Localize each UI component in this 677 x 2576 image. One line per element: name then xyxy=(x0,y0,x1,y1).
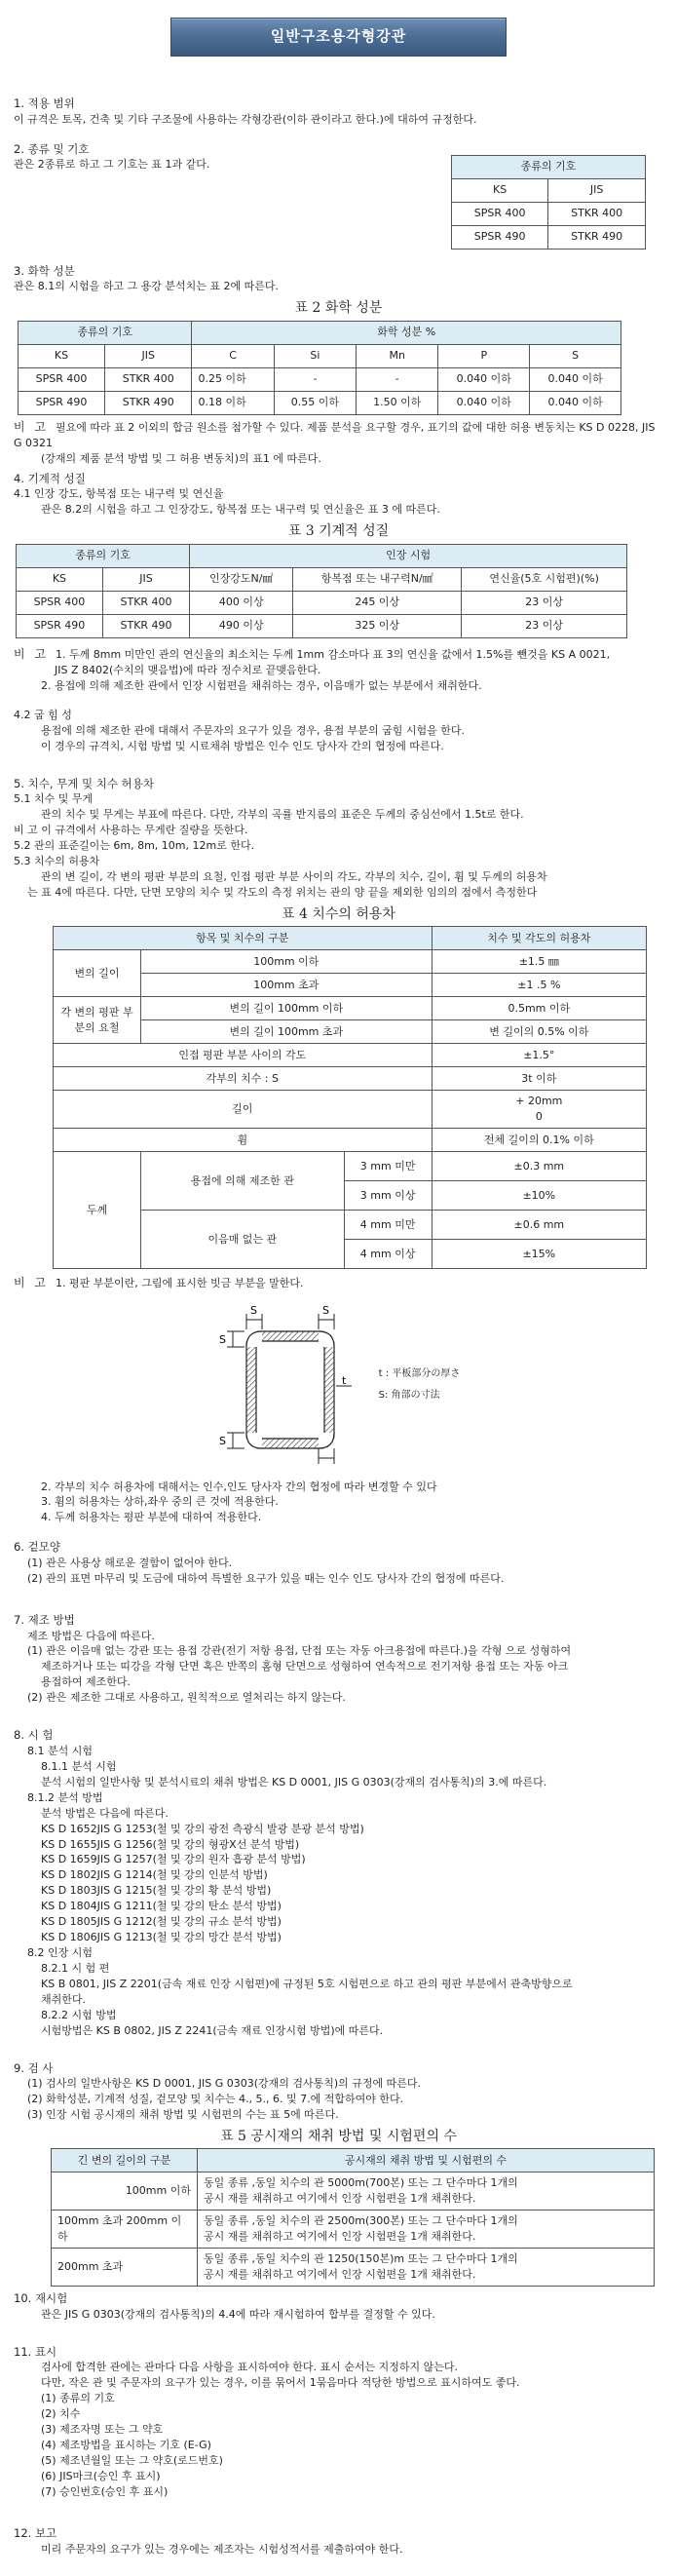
list-item: (1) 관은 이음매 없는 강관 또는 용접 강관(전기 저항 용접, 단접 또는 자동 아크용접에 따른다.)을 각형 으로 성형하여 xyxy=(27,1644,572,1658)
list-item: (2) 치수 xyxy=(41,2407,81,2421)
section-appearance xyxy=(14,1539,663,1587)
table-cell: 100mm 이하 xyxy=(52,2172,198,2211)
table-caption: 표 4 치수의 허용차 xyxy=(282,905,395,922)
section-text: 다만, 작은 관 및 주문자의 요구가 있는 경우, 이를 묶어서 1묶음마다 적당한 방법으로 표시하여도 좋다. xyxy=(41,2376,520,2390)
section-text: 분석 방법은 다음에 따른다. xyxy=(41,1806,169,1820)
section-text: 용접에 의해 제조한 관에 대해서 주문자의 요구가 있을 경우, 용접 부분의 굽힘 시험을 한다. xyxy=(41,723,465,737)
table-cell: 두께 xyxy=(54,1152,141,1269)
table-cell: 각 변의 평판 부분의 요철 xyxy=(54,997,141,1044)
section-text: 관은 8.2의 시험을 하고 그 인장강도, 항복점 또는 내구력 및 연신율은 표 3 에 따른다. xyxy=(41,503,440,517)
table-row xyxy=(54,974,647,997)
list-item: (7) 승인번호(승인 후 표시) xyxy=(41,2484,169,2498)
table-cell: 4 mm 이상 xyxy=(344,1240,432,1269)
table-cell: 변의 길이 xyxy=(54,950,141,997)
table-cell xyxy=(198,2249,655,2287)
table-header: 종류의 기호 xyxy=(452,155,646,178)
note-text: 비 고 이 규격에서 사용하는 무게란 질량을 뜻한다. xyxy=(14,824,248,837)
subsection-heading: 8.2 인장 시험 xyxy=(27,1946,93,1960)
table-note xyxy=(14,1275,663,1291)
table-col-header: C xyxy=(192,344,274,367)
note-text: 4. 두께 허용차는 평판 부분에 대하여 적용한다. xyxy=(41,1511,262,1524)
section-mechanical xyxy=(14,471,663,754)
section-heading: 8. 시 험 xyxy=(14,1728,54,1743)
cell-line: 공시 재를 채취하고 여기에서 인장 시험편을 1개 채취한다. xyxy=(204,2268,476,2282)
label-t: t xyxy=(341,1373,346,1387)
section-tests xyxy=(14,1727,663,2038)
table-cell: STKR 490 xyxy=(548,225,646,249)
note-text: 2. 각부의 치수 허용차에 대해서는 인수,인도 당사자 간의 협정에 따라 변경할 수 있다 xyxy=(41,1480,437,1493)
table-caption: 표 3 기계적 성질 xyxy=(287,523,390,540)
table-cell: 전체 길이의 0.1% 이하 xyxy=(432,1129,646,1152)
table-row xyxy=(54,950,647,974)
list-item: KS D 1805JIS G 1212(철 및 강의 규소 분석 방법) xyxy=(41,1915,282,1929)
table-cell: 인접 평판 부분 사이의 각도 xyxy=(54,1044,433,1067)
table-row xyxy=(452,202,646,225)
table-cell: 0.040 이하 xyxy=(530,391,621,414)
note-text: 필요에 따라 표 2 이외의 합금 원소를 첨가할 수 있다. 제품 분석을 요구할 경우, 표기의 값에 대한 허용 변동치는 KS D 0228, JIS G 0321 xyxy=(14,420,656,449)
list-item: 용접하여 제조한다. xyxy=(41,1675,132,1689)
subsection-heading: 8.1.1 분석 시험 xyxy=(41,1759,117,1773)
note-label: 비 고 xyxy=(14,419,49,434)
list-item: 제조하거나 또는 띠강을 각형 단면 혹은 반쪽의 홈형 단면으로 성형하여 연속적으로 전기저항 용접 또는 자동 아크 xyxy=(41,1660,569,1673)
table-row xyxy=(19,391,621,414)
table-cell: 245 이상 xyxy=(293,591,462,614)
label-s: S xyxy=(321,1303,329,1317)
table-cell: ±10% xyxy=(432,1181,646,1211)
table-cell: 490 이상 xyxy=(190,614,293,637)
table-cell: - xyxy=(274,367,356,391)
table-row xyxy=(54,1067,647,1091)
table-1-types xyxy=(451,155,646,250)
table-row xyxy=(54,1152,647,1181)
table-row xyxy=(54,1129,647,1152)
table-cell: 0.040 이하 xyxy=(438,367,530,391)
subsection-heading: 5.1 치수 및 무게 xyxy=(14,792,94,806)
table-row xyxy=(54,997,647,1020)
table-caption: 표 2 화학 성분 xyxy=(294,300,383,317)
subsection-heading: 5.3 치수의 허용차 xyxy=(14,855,100,868)
section-heading: 5. 치수, 무게 및 치수 허용차 xyxy=(14,776,154,790)
table-col-header: JIS xyxy=(105,344,192,367)
table-col-header: S xyxy=(530,344,621,367)
section-text: 관은 JIS G 0303(강재의 검사통칙)의 4.4에 따라 재시험하여 합부를 결정할 수 있다. xyxy=(41,2307,435,2321)
section-text: 관은 8.1의 시험을 하고 그 용강 분석치는 표 2에 따른다. xyxy=(14,280,279,293)
legend-thickness: t : 平板部分の厚さ xyxy=(378,1367,461,1379)
section-text: 채취한다. xyxy=(41,1992,87,2006)
list-item: KS D 1804JIS G 1211(철 및 강의 탄소 분석 방법) xyxy=(41,1900,282,1913)
table-row xyxy=(52,2211,655,2249)
table-header: 긴 변의 길이의 구분 xyxy=(52,2149,198,2172)
list-item: KS D 1802JIS G 1214(철 및 강의 인분석 방법) xyxy=(41,1868,268,1882)
section-heading: 3. 화학 성분 xyxy=(14,263,75,278)
table-4-tolerances xyxy=(53,926,647,1269)
section-dimensions xyxy=(14,776,663,1526)
table-cell: 이음매 없는 관 xyxy=(141,1211,345,1269)
section-text: 시험방법은 KS B 0802, JIS Z 2241(금속 재료 인장시험 방법)에 따른다. xyxy=(41,2023,384,2037)
table-cell: STKR 400 xyxy=(105,367,192,391)
table-caption: 표 5 공시재의 채취 방법 및 시험편의 수 xyxy=(220,2129,457,2145)
table-row xyxy=(52,2249,655,2287)
table-note xyxy=(14,419,663,451)
subsection-heading: 5.2 관의 표준길이는 6m, 8m, 10m, 12m로 한다. xyxy=(14,839,255,853)
section-heading: 7. 제조 방법 xyxy=(14,1612,75,1627)
table-cell: SPSR 400 xyxy=(452,202,548,225)
table-cell xyxy=(432,1091,646,1129)
square-tube-diagram xyxy=(217,1302,363,1468)
note-text: 3. 휨의 허용차는 상하,좌우 중의 큰 것에 적용한다. xyxy=(41,1495,279,1509)
cell-line: 공시 재를 채취하고 여기에서 인장 시험편을 1개 채취한다. xyxy=(204,2192,476,2206)
table-row xyxy=(54,1211,647,1240)
table-row xyxy=(17,614,627,637)
table-header: 치수 및 각도의 허용차 xyxy=(432,927,646,950)
cross-section-figure xyxy=(14,1302,663,1468)
section-text: 관의 변 길이, 각 변의 평판 부분의 요철, 인접 평판 부분 사이의 각도, 각부의 치수, 길이, 휨 및 두께의 허용차 xyxy=(41,870,547,884)
list-item: (1) 관은 사용상 해로운 결함이 없어야 한다. xyxy=(27,1556,233,1569)
note-text: JIS Z 8402(수치의 맺음법)에 따라 정수치로 끝맺음한다. xyxy=(55,664,321,677)
table-col-header: KS xyxy=(17,567,103,591)
table-row xyxy=(452,225,646,249)
table-col-header: Mn xyxy=(357,344,438,367)
label-s: S xyxy=(218,1332,226,1346)
subsection-heading: 4.1 인장 강도, 항복점 또는 내구력 및 연신율 xyxy=(14,487,224,501)
note-label: 비 고 xyxy=(14,1276,49,1290)
table-col-header: JIS xyxy=(102,567,189,591)
tolerance-minus: 0 xyxy=(535,1110,543,1124)
table-row xyxy=(54,1020,647,1044)
subsection-heading: 8.1.2 분석 방법 xyxy=(27,1790,103,1804)
table-cell: ±1 .5 % xyxy=(432,974,646,997)
cell-line: 동일 종류 ,동일 치수의 관 2500m(300본) 또는 그 단수마다 1개의 xyxy=(204,2214,518,2228)
table-cell: 변의 길이 100mm 이하 xyxy=(141,997,433,1020)
section-inspection xyxy=(14,2060,663,2287)
table-row xyxy=(52,2172,655,2211)
note-text: (강재의 제품 분석 방법 및 그 허용 변동치)의 표1 에 따른다. xyxy=(41,451,321,465)
list-item: KS D 1655JIS G 1256(철 및 강의 형광X선 분석 방법) xyxy=(41,1837,300,1851)
section-retest xyxy=(14,2290,663,2323)
table-cell: SPSR 400 xyxy=(17,591,103,614)
table-cell xyxy=(198,2211,655,2249)
section-types xyxy=(14,141,663,250)
table-cell: 23 이상 xyxy=(462,591,627,614)
table-row xyxy=(19,367,621,391)
table-col-header: 항복점 또는 내구력N/㎟ xyxy=(293,567,462,591)
table-cell: STKR 490 xyxy=(105,391,192,414)
table-cell: 0.25 이하 xyxy=(192,367,274,391)
section-text: 분석 시험의 일반사항 및 분석시료의 채취 방법은 KS D 0001, JIS G 0303(강재의 검사통칙)의 3.에 따른다. xyxy=(41,1775,547,1788)
table-header: 공시재의 채취 방법 및 시험편의 수 xyxy=(198,2149,655,2172)
section-text: KS B 0801, JIS Z 2201(금속 재료 인장 시험편)에 규정된 5호 시험편으로 하고 관의 평판 부분에서 관축방향으로 xyxy=(41,1977,573,1990)
table-header: 종류의 기호 xyxy=(17,544,190,567)
table-cell: 각부의 치수 : S xyxy=(54,1067,433,1091)
section-heading: 9. 검 사 xyxy=(14,2060,54,2075)
section-chemical xyxy=(14,263,663,467)
table-cell: 100mm 초과 xyxy=(141,974,433,997)
table-header: 종류의 기호 xyxy=(19,321,192,344)
table-2-chemical xyxy=(18,321,621,415)
table-cell: 3 mm 이상 xyxy=(344,1181,432,1211)
table-cell: 0.040 이하 xyxy=(438,391,530,414)
table-cell: 0.040 이하 xyxy=(530,367,621,391)
table-col-header: Si xyxy=(274,344,356,367)
table-cell: 0.5mm 이하 xyxy=(432,997,646,1020)
section-text: 는 표 4에 따른다. 다만, 단면 모양의 치수 및 각도의 측정 위치는 관의 양 끝을 제외한 임의의 점에서 측정한다 xyxy=(27,886,538,899)
list-item: KS D 1803JIS G 1215(철 및 강의 황 분석 방법) xyxy=(41,1884,272,1898)
section-heading: 10. 재시험 xyxy=(14,2291,68,2306)
table-cell: SPSR 490 xyxy=(17,614,103,637)
table-cell: 0.55 이하 xyxy=(274,391,356,414)
subsection-heading: 8.1 분석 시험 xyxy=(27,1744,93,1757)
table-cell: 23 이상 xyxy=(462,614,627,637)
table-row xyxy=(54,1044,647,1067)
note-text: 2. 용접에 의해 제조한 관에서 인장 시험편을 채취하는 경우, 이음매가 없는 부분에서 채취한다. xyxy=(41,678,482,692)
table-3-mechanical xyxy=(16,544,627,638)
section-report xyxy=(14,2525,663,2557)
section-text: 이 규격은 토목, 건축 및 기타 구조물에 사용하는 각형강관(이하 관이라고 한다.)에 대하여 규정한다. xyxy=(14,112,477,126)
cell-line: 동일 종류 ,동일 치수의 관 1250(150본)m 또는 그 단수마다 1개의 xyxy=(204,2252,518,2266)
table-note xyxy=(14,646,663,663)
label-s: S xyxy=(249,1303,257,1317)
table-cell: 400 이상 xyxy=(190,591,293,614)
tolerance-plus: + 20mm xyxy=(515,1095,563,1108)
table-cell: 100mm 초과 200mm 이하 xyxy=(52,2211,198,2249)
note-text: 1. 두께 8mm 미만인 관의 연신율의 최소치는 두께 1mm 감소마다 표 3의 연신율 값에서 1.5%를 뺀것을 KS A 0021, xyxy=(56,647,611,661)
table-5-sampling xyxy=(51,2148,655,2287)
label-s: S xyxy=(218,1434,226,1447)
list-item: (1) 종류의 기호 xyxy=(41,2392,115,2405)
table-col-header: KS xyxy=(452,178,548,202)
table-cell: ±1.5 ㎜ xyxy=(432,950,646,974)
section-heading: 4. 기계적 성질 xyxy=(14,471,86,485)
section-manufacturing xyxy=(14,1612,663,1706)
table-cell xyxy=(198,2172,655,2211)
table-cell: STKR 400 xyxy=(102,591,189,614)
list-item: (4) 제조방법을 표시하는 기호 (E-G) xyxy=(41,2439,211,2452)
figure-legend xyxy=(379,1364,461,1406)
subsection-heading: 4.2 굽 힘 성 xyxy=(14,708,72,721)
table-col-header: 인장강도N/㎟ xyxy=(190,567,293,591)
table-cell: SPSR 490 xyxy=(452,225,548,249)
table-cell: ±0.3 mm xyxy=(432,1152,646,1181)
table-cell: - xyxy=(357,367,438,391)
section-heading: 1. 적용 범위 xyxy=(14,96,75,110)
table-col-header: P xyxy=(438,344,530,367)
table-cell: 변의 길이 100mm 초과 xyxy=(141,1020,433,1044)
table-row xyxy=(54,1091,647,1129)
table-cell: 1.50 이하 xyxy=(357,391,438,414)
table-cell: 200mm 초과 xyxy=(52,2249,198,2287)
list-item: (6) JIS마크(승인 후 표시) xyxy=(41,2469,161,2482)
list-item: KS D 1652JIS G 1253(철 및 강의 광전 측광식 발광 분광 분석 방법) xyxy=(41,1822,364,1835)
table-cell: ±0.6 mm xyxy=(432,1211,646,1240)
list-item: (2) 관의 표면 마무리 및 도금에 대하여 특별한 요구가 있을 때는 인수 인도 당사자 간의 협정에 따른다. xyxy=(27,1571,505,1585)
note-text: 1. 평판 부분이란, 그림에 표시한 빗금 부분을 말한다. xyxy=(56,1277,304,1290)
cell-line: 공시 재를 채취하고 여기에서 인장 시험편을 1개 채취한다. xyxy=(204,2230,476,2244)
list-item: KS D 1659JIS G 1257(철 및 강의 원자 흡광 분석 방법) xyxy=(41,1853,306,1866)
table-cell: STKR 490 xyxy=(102,614,189,637)
table-header: 화학 성분 % xyxy=(192,321,621,344)
list-item: KS D 1806JIS G 1213(철 및 강의 망간 분석 방법) xyxy=(41,1931,282,1944)
table-cell: 0.18 이하 xyxy=(192,391,274,414)
page-title: 일반구조용각형강관 xyxy=(170,18,507,57)
section-text: 관의 치수 및 무게는 부표에 따른다. 다만, 각부의 곡률 반지름의 표준은 두께의 중심선에서 1.5t로 한다. xyxy=(41,808,524,822)
table-cell: STKR 400 xyxy=(548,202,646,225)
note-label: 비 고 xyxy=(14,646,49,661)
subsection-heading: 8.2.2 시험 방법 xyxy=(41,2008,117,2021)
table-cell: 용접에 의해 제조한 관 xyxy=(141,1152,345,1211)
table-cell: 3 mm 미만 xyxy=(344,1152,432,1181)
list-item: (1) 검사의 일반사항은 KS D 0001, JIS G 0303(강재의 검사통칙)의 규정에 따른다. xyxy=(27,2077,422,2091)
table-cell: 휨 xyxy=(54,1129,433,1152)
table-header: 항목 및 치수의 구분 xyxy=(54,927,433,950)
list-item: (3) 제조자명 또는 그 약호 xyxy=(41,2423,164,2437)
list-item: (3) 인장 시험 공시재의 채취 방법 및 시험편의 수는 표 5에 따른다. xyxy=(27,2108,339,2122)
table-col-header: JIS xyxy=(548,178,646,202)
table-cell: SPSR 400 xyxy=(19,367,105,391)
section-scope xyxy=(14,96,663,128)
section-text: 이 경우의 규격치, 시험 방법 및 시료채취 방법은 인수 인도 당사자 간의 협정에 따른다. xyxy=(41,739,444,752)
section-heading: 2. 종류 및 기호 xyxy=(14,141,90,156)
section-heading: 11. 표시 xyxy=(14,2344,57,2359)
table-cell: 325 이상 xyxy=(293,614,462,637)
list-item: (5) 제조년월일 또는 그 약호(로드번호) xyxy=(41,2454,223,2468)
table-cell: 3t 이하 xyxy=(432,1067,646,1091)
table-col-header: 연신율(5호 시험편)(%) xyxy=(462,567,627,591)
table-cell: ±1.5° xyxy=(432,1044,646,1067)
cell-line: 동일 종류 ,동일 치수의 관 5000m(700본) 또는 그 단수마다 1개의 xyxy=(204,2176,518,2190)
section-heading: 6. 겉모양 xyxy=(14,1540,60,1555)
table-row xyxy=(17,591,627,614)
table-header: 인장 시험 xyxy=(190,544,627,567)
table-cell: 100mm 이하 xyxy=(141,950,433,974)
section-heading: 12. 보고 xyxy=(14,2525,57,2540)
table-col-header: KS xyxy=(19,344,105,367)
table-cell: 변 길이의 0.5% 이하 xyxy=(432,1020,646,1044)
list-item: (2) 화학성분, 기계적 성질, 겉모양 및 치수는 4., 5., 6. 및 7.에 적합하여야 한다. xyxy=(27,2093,404,2106)
subsection-heading: 8.2.1 시 험 편 xyxy=(41,1962,110,1976)
section-marking xyxy=(14,2344,663,2500)
table-cell: ±15% xyxy=(432,1240,646,1269)
section-text: 미리 주문자의 요구가 있는 경우에는 제조자는 시험성적서를 제출하여야 한다. xyxy=(41,2542,403,2556)
table-cell: 4 mm 미만 xyxy=(344,1211,432,1240)
section-text: 제조 방법은 다음에 따른다. xyxy=(27,1629,155,1642)
table-cell: SPSR 490 xyxy=(19,391,105,414)
list-item: (2) 관은 제조한 그대로 사용하고, 원칙적으로 열처리는 하지 않는다. xyxy=(27,1691,346,1705)
legend-corner: S: 角部の寸法 xyxy=(378,1389,440,1401)
section-text: 검사에 합격한 관에는 관마다 다음 사항을 표시하여야 한다. 표시 순서는 지정하지 않는다. xyxy=(41,2361,458,2374)
table-cell: 길이 xyxy=(54,1091,433,1129)
section-text: 관은 2종류로 하고 그 기호는 표 1과 같다. xyxy=(14,158,210,172)
